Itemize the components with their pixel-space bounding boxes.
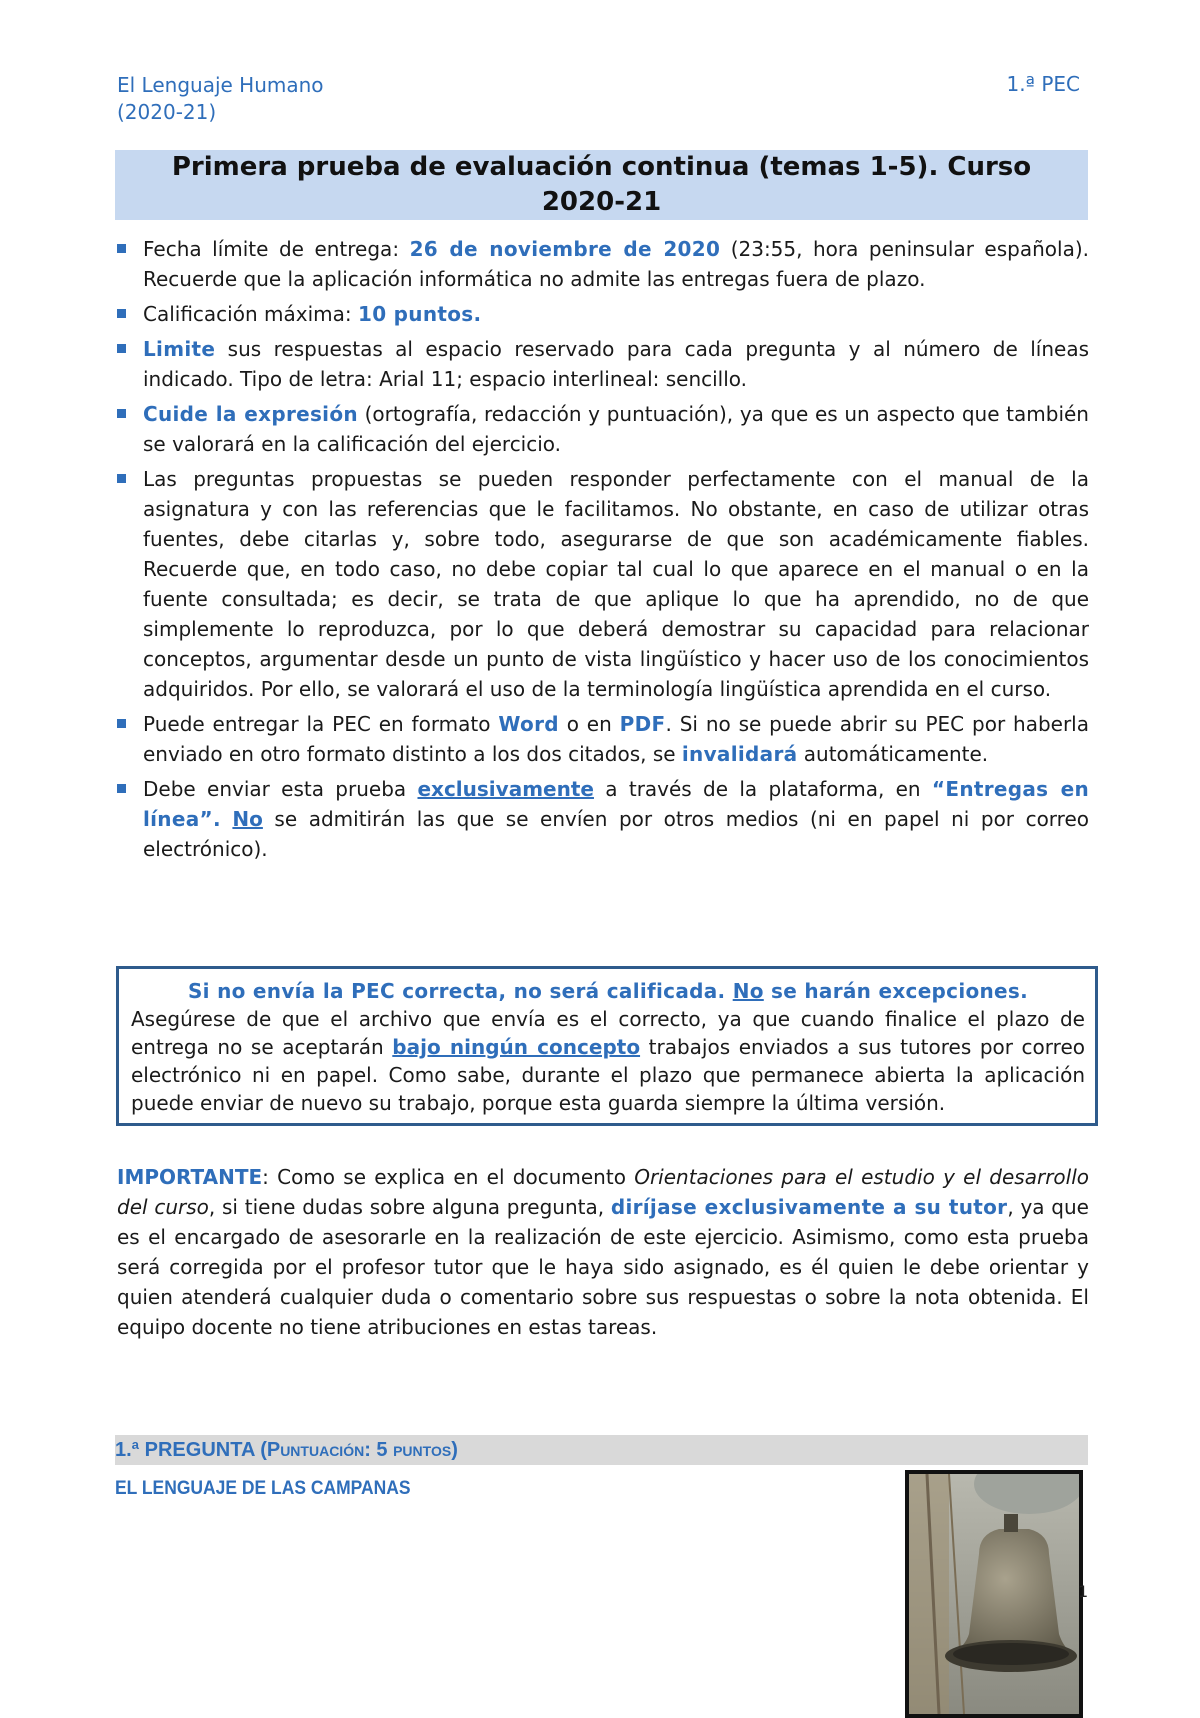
max-grade: 10 puntos. xyxy=(357,302,482,326)
bullet-square-icon xyxy=(117,344,126,353)
list-item-send: Debe enviar esta prueba exclusivamente a través de la plataforma, en “Entregas en línea”. No se admitirán las que se envíen por otros medios (ni en papel ni por correo electrónico). xyxy=(117,774,1089,864)
page-number: 1 xyxy=(1078,1582,1089,1601)
deadline-date: 26 de noviembre de 2020 xyxy=(409,237,721,261)
header-course-title: El Lenguaje Humano xyxy=(117,73,324,97)
bullet-square-icon xyxy=(117,244,126,253)
instructions-list xyxy=(117,234,1089,869)
title-line-2: 2020-21 xyxy=(541,187,662,217)
bullet-square-icon xyxy=(117,309,126,318)
list-item-questions: Las preguntas propuestas se pueden responder perfectamente con el manual de la asignatura y con las referencias que le facilitamos. No obstante, en caso de utilizar otras fuentes, debe citarlas y, sobre todo, asegurarse de que son académicamente fiables. Recuerde que, en todo caso, no debe copiar tal cual lo que aparece en el manual o en la fuente consultada; es decir, se trata de que aplique lo que ha aprendido, no de que simplemente lo reproduzca, por lo que deberá demostrar su capacidad para relacionar conceptos, argumentar desde un punto de vista lingüístico y hacer uso de los conocimientos adquiridos. Por ello, se valorará el uso de la terminología lingüística aprendida en el curso. xyxy=(117,464,1089,704)
list-item-expression: Cuide la expresión (ortografía, redacción y puntuación), ya que es un aspecto que también se valorará en la calificación del ejercicio. xyxy=(117,399,1089,459)
list-item-grade: Calificación máxima: 10 puntos. xyxy=(117,299,1089,329)
header-pec: 1.ª PEC xyxy=(1006,72,1080,96)
notice-body: Asegúrese de que el archivo que envía es el correcto, ya que cuando finalice el plazo de entrega no se aceptarán bajo ningún concepto trabajos enviados a sus tutores por correo electrónico ni en papel. Como sabe, durante el plazo que permanece abierta la aplicación puede enviar de nuevo su trabajo, porque esta guarda siempre la última versión. xyxy=(131,1007,1085,1115)
question-1-header: 1.ª PREGUNTA (Puntuación: 5 puntos) xyxy=(115,1435,1088,1465)
list-item-deadline: Fecha límite de entrega: 26 de noviembre de 2020 (23:55, hora peninsular española). Recuerde que la aplicación informática no admite las entregas fuera de plazo. xyxy=(117,234,1089,294)
list-item-limit: Limite sus respuestas al espacio reservado para cada pregunta y al número de líneas indicado. Tipo de letra: Arial 11; espacio interlineal: sencillo. xyxy=(117,334,1089,394)
guide-document-title: Orientaciones para el estudio y el desarrollo del curso xyxy=(117,1165,1089,1219)
bullet-square-icon xyxy=(117,409,126,418)
bullet-square-icon xyxy=(117,719,126,728)
important-label: IMPORTANTE xyxy=(117,1165,263,1189)
bullet-square-icon xyxy=(117,784,126,793)
header-course-year: (2020-21) xyxy=(117,100,217,124)
warning-notice-box xyxy=(116,966,1098,1126)
document-title xyxy=(115,150,1088,220)
list-item-format: Puede entregar la PEC en formato Word o en PDF. Si no se puede abrir su PEC por haberla enviado en otro formato distinto a los dos citados, se invalidará automáticamente. xyxy=(117,709,1089,769)
bullet-square-icon xyxy=(117,474,126,483)
notice-heading: Si no envía la PEC correcta, no será calificada. No se harán excepciones. xyxy=(187,979,1029,1003)
header-course xyxy=(117,72,324,126)
title-line-1: Primera prueba de evaluación continua (temas 1-5). Curso xyxy=(171,152,1032,182)
question-1-subtitle: EL LENGUAJE DE LAS CAMPANAS xyxy=(115,1478,411,1499)
important-paragraph: IMPORTANTE: Como se explica en el documento Orientaciones para el estudio y el desarrollo del curso, si tiene dudas sobre alguna pregunta, diríjase exclusivamente a su tutor, ya que es el encargado de asesorarle en la realización de este ejercicio. Asimismo, como esta prueba será corregida por el profesor tutor que le haya sido asignado, es él quien le debe orientar y quien atenderá cualquier duda o comentario sobre sus respuestas o sobre la nota obtenida. El equipo docente no tiene atribuciones en estas tareas. xyxy=(117,1165,1089,1339)
bell-icon xyxy=(909,1474,1079,1714)
bell-photo xyxy=(905,1470,1083,1718)
